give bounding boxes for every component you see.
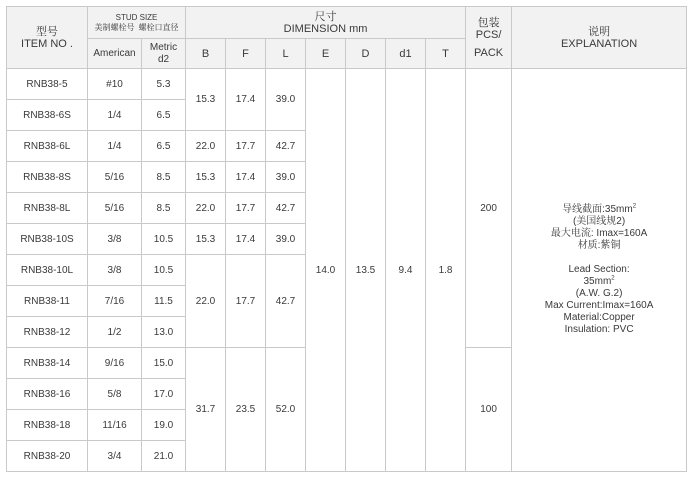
dim-l-header: L — [266, 39, 306, 69]
l-cell: 39.0 — [266, 162, 306, 193]
item-no-cell: RNB38-18 — [7, 410, 88, 441]
explanation-cell — [512, 69, 687, 472]
pack-cell: 100 — [466, 348, 512, 472]
stud-size-header — [88, 7, 186, 39]
l-cell: 42.7 — [266, 131, 306, 162]
metric-cell: 15.0 — [142, 348, 186, 379]
f-cell: 17.4 — [226, 162, 266, 193]
american-cell: 1/4 — [88, 131, 142, 162]
item-no-cell: RNB38-8S — [7, 162, 88, 193]
explanation-header — [512, 7, 687, 69]
american-cell: 9/16 — [88, 348, 142, 379]
metric-cell: 13.0 — [142, 317, 186, 348]
pack-header — [466, 7, 512, 69]
item-no-header-en: ITEM NO . — [21, 37, 73, 50]
stud-metric-header-cn: 螺栓口直径 — [138, 22, 179, 32]
dimension-header-cn: 尺寸 — [314, 10, 337, 23]
l-cell: 39.0 — [266, 69, 306, 131]
f-cell: 23.5 — [226, 348, 266, 472]
item-no-cell: RNB38-16 — [7, 379, 88, 410]
expl-cn-material: 材质:紫铜 — [577, 240, 621, 251]
metric-cell: 19.0 — [142, 410, 186, 441]
expl-cn-awg: (美国线规2) — [572, 216, 626, 227]
expl-en-current: Max Current:Imax=160A — [544, 300, 654, 311]
dim-b-header: B — [186, 39, 226, 69]
f-cell: 17.4 — [226, 69, 266, 131]
l-cell: 39.0 — [266, 224, 306, 255]
item-no-header — [7, 7, 88, 69]
pack-header-en1: PCS/ — [475, 28, 502, 41]
item-no-header-cn: 型号 — [36, 25, 58, 38]
f-cell: 17.7 — [226, 255, 266, 348]
d1-cell: 9.4 — [386, 69, 426, 472]
f-cell: 17.7 — [226, 193, 266, 224]
american-cell: 5/16 — [88, 162, 142, 193]
metric-cell: 10.5 — [142, 224, 186, 255]
american-cell: 3/8 — [88, 224, 142, 255]
item-no-cell: RNB38-10S — [7, 224, 88, 255]
e-cell: 14.0 — [306, 69, 346, 472]
metric-cell: 8.5 — [142, 193, 186, 224]
f-cell: 17.7 — [226, 131, 266, 162]
american-cell: #10 — [88, 69, 142, 100]
metric-cell: 6.5 — [142, 131, 186, 162]
metric-cell: 10.5 — [142, 255, 186, 286]
b-cell: 15.3 — [186, 69, 226, 131]
metric-header-d2: d2 — [157, 53, 170, 65]
metric-cell: 11.5 — [142, 286, 186, 317]
expl-en-awg: (A.W. G.2) — [575, 288, 623, 299]
dim-e-header: E — [306, 39, 346, 69]
pack-header-cn: 包装 — [477, 16, 500, 29]
metric-cell: 6.5 — [142, 100, 186, 131]
l-cell: 42.7 — [266, 255, 306, 348]
explanation-header-cn: 说明 — [588, 25, 611, 38]
metric-cell: 8.5 — [142, 162, 186, 193]
metric-cell: 17.0 — [142, 379, 186, 410]
stud-american-header-cn: 美制螺栓号 — [94, 22, 135, 32]
b-cell: 15.3 — [186, 162, 226, 193]
american-cell: 3/4 — [88, 441, 142, 472]
dim-f-header: F — [226, 39, 266, 69]
american-cell: 3/8 — [88, 255, 142, 286]
item-no-cell: RNB38-11 — [7, 286, 88, 317]
expl-en-section-value: $35mm^2$ — [583, 275, 615, 287]
item-no-cell: RNB38-12 — [7, 317, 88, 348]
item-no-cell: RNB38-6S — [7, 100, 88, 131]
explanation-header-en: EXPLANATION — [560, 37, 638, 50]
item-no-cell: RNB38-10L — [7, 255, 88, 286]
f-cell: 17.4 — [226, 224, 266, 255]
b-cell: 15.3 — [186, 224, 226, 255]
stud-size-header-en: STUD SIZE — [115, 12, 158, 22]
l-cell: 42.7 — [266, 193, 306, 224]
pack-header-en2: PACK — [474, 46, 504, 59]
expl-en-insulation: Insulation: PVC — [564, 324, 634, 335]
b-cell: 22.0 — [186, 255, 226, 348]
pack-cell: 200 — [466, 69, 512, 348]
t-cell: 1.8 — [426, 69, 466, 472]
dim-d-header: D — [346, 39, 386, 69]
american-header: American — [88, 39, 142, 69]
american-cell: 11/16 — [88, 410, 142, 441]
dim-d1-header: d1 — [386, 39, 426, 69]
item-no-cell: RNB38-6L — [7, 131, 88, 162]
table-row — [7, 69, 687, 100]
dimension-header-en: DIMENSION mm — [283, 22, 368, 35]
american-cell: 5/16 — [88, 193, 142, 224]
expl-cn-section: 导线截面$:35mm^2$ — [562, 203, 637, 215]
dim-t-header: T — [426, 39, 466, 69]
item-no-cell: RNB38-8L — [7, 193, 88, 224]
expl-en-material: Material:Copper — [563, 312, 635, 323]
metric-cell: 21.0 — [142, 441, 186, 472]
american-cell: 1/2 — [88, 317, 142, 348]
american-cell: 5/8 — [88, 379, 142, 410]
item-no-cell: RNB38-14 — [7, 348, 88, 379]
b-cell: 31.7 — [186, 348, 226, 472]
item-no-cell: RNB38-5 — [7, 69, 88, 100]
spec-table — [6, 6, 687, 472]
b-cell: 22.0 — [186, 131, 226, 162]
american-cell: 7/16 — [88, 286, 142, 317]
metric-header — [142, 39, 186, 69]
d-cell: 13.5 — [346, 69, 386, 472]
item-no-cell: RNB38-20 — [7, 441, 88, 472]
expl-en-section: Lead Section: — [568, 264, 630, 275]
dimension-header — [186, 7, 466, 39]
expl-cn-current: 最大电流: Imax=160A — [550, 228, 648, 239]
b-cell: 22.0 — [186, 193, 226, 224]
l-cell: 52.0 — [266, 348, 306, 472]
metric-cell: 5.3 — [142, 69, 186, 100]
american-cell: 1/4 — [88, 100, 142, 131]
metric-header-label: Metric — [149, 41, 178, 53]
